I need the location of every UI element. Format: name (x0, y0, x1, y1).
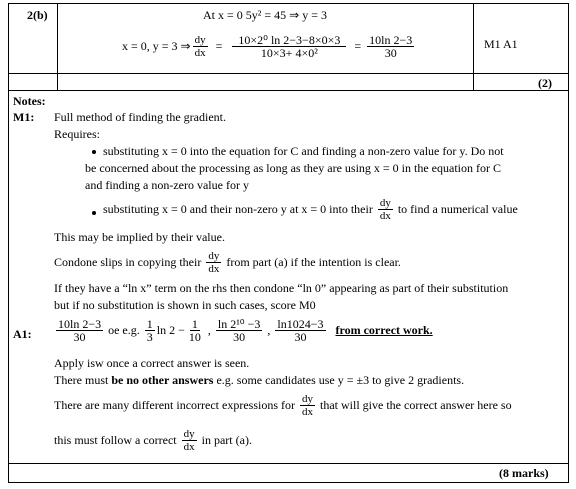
condone-line: Condone slips in copying their $\frac{dy}{dx}$ from part (a) if the intention is clear. (54, 250, 401, 275)
from-correct-work: from correct work. (335, 323, 433, 337)
isw-text: Apply isw once a correct answer is seen. (54, 356, 250, 370)
part-total: (2) (538, 76, 552, 90)
working-line-1: At x = 0 5y² = 45 ⇒ y = 3 (203, 8, 327, 22)
bullet1-line3: and finding a non-zero value for y (85, 178, 249, 192)
dydx-fraction: $\frac{dy}{dx}$ (183, 428, 195, 453)
border-bottom (8, 482, 569, 483)
m1-title: Full method of finding the gradient. (54, 110, 226, 124)
a1-label: A1: (13, 327, 32, 341)
working-line-2: x = 0, y = 3 ⇒ $\frac{dy}{dx}$ = $\frac{\text{10×2⁰ ln 2−3−8×0×3}}{\text{10×3+ 4×0²}}$ = $\frac{10\ln 2-3}{30}$ (122, 33, 413, 60)
answer-fraction-2: $\frac{1}{3}$ (146, 317, 153, 344)
requires-text: Requires: (54, 127, 100, 141)
bullet1-line1: substituting x = 0 into the equation for C and finding a non-zero value for y. Do not (103, 144, 504, 158)
a1-answer-line: $\frac{10\ln 2-3}{30}$ oe e.g. $\frac{1}{3}$ ln 2 − $\frac{1}{10}$ , $\frac{\text{ln 2¹⁰ −3}}{30}$ , $\frac{\ln 1024-3}{30}$ from correct work. (58, 317, 433, 344)
answer-fraction-4: $\frac{\text{ln 2¹⁰ −3}}{30}$ (217, 317, 261, 344)
row-divider-3 (8, 463, 569, 464)
notes-heading: Notes: (13, 94, 46, 108)
ln-line-1: If they have a “ln x” term on the rhs then condone “ln 0” appearing as part of their substitution (54, 281, 509, 295)
substitution-fraction: $\frac{\text{10×2⁰ ln 2−3−8×0×3}}{\text{10×3+ 4×0²}}$ (232, 34, 346, 59)
col-divider-2 (473, 3, 474, 90)
part-label: 2(b) (27, 8, 48, 22)
bullet-dot-1 (92, 150, 96, 154)
no-other-answers-line: There must be no other answers e.g. some candidates use y = ±3 to give 2 gradients. (54, 373, 465, 387)
dydx-fraction: $\frac{dy}{dx}$ (194, 34, 206, 59)
answer-fraction-3: $\frac{1}{10}$ (188, 317, 201, 344)
answer-fraction-1: $\frac{10\ln 2-3}{30}$ (58, 317, 102, 344)
border-top (8, 3, 569, 4)
many-expressions-line: There are many different incorrect expressions for $\frac{dy}{dx}$ that will give the correct answer here so (54, 393, 512, 418)
mark-scheme-marks: M1 A1 (484, 37, 518, 51)
answer-fraction-5: $\frac{\ln 1024-3}{30}$ (277, 317, 324, 344)
col-divider-1 (57, 3, 58, 90)
bullet1-line2: be concerned about the processing as long as they are using x = 0 in the equation for C (85, 161, 501, 175)
border-left (8, 3, 9, 483)
border-right (568, 3, 569, 483)
dydx-fraction: $\frac{dy}{dx}$ (208, 250, 220, 275)
row-divider-2 (8, 90, 569, 91)
question-total-marks: (8 marks) (499, 466, 549, 480)
implied-text: This may be implied by their value. (54, 230, 225, 244)
follow-correct-line: this must follow a correct $\frac{dy}{dx}$ in part (a). (54, 428, 252, 453)
bullet-dot-2 (92, 211, 96, 215)
dydx-fraction: $\frac{dy}{dx}$ (302, 393, 314, 418)
bullet2-line: substituting x = 0 and their non-zero y at x = 0 into their $\frac{dy}{dx}$ to find a numerical value (103, 197, 518, 222)
row-divider-1 (8, 73, 569, 74)
result-fraction: $\frac{10\ln 2-3}{30}$ (369, 33, 413, 60)
ln-line-2: but if no substitution is shown in such cases, score M0 (54, 298, 316, 312)
dydx-fraction: $\frac{dy}{dx}$ (379, 197, 391, 222)
m1-label: M1: (13, 110, 35, 124)
